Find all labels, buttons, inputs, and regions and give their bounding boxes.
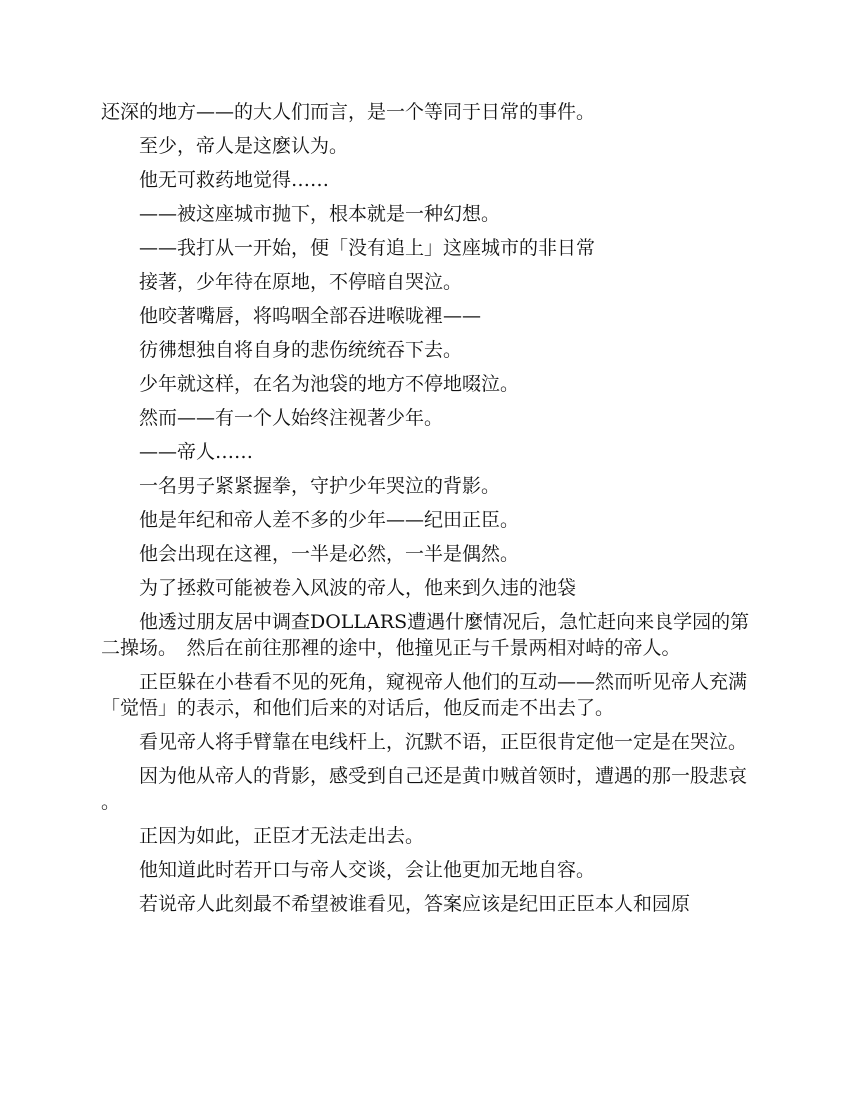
paragraph: 彷彿想独自将自身的悲伤统统吞下去。 bbox=[139, 339, 463, 361]
paragraph: 接著，少年待在原地，不停暗自哭泣。 bbox=[139, 271, 463, 293]
paragraph: 少年就这样，在名为池袋的地方不停地啜泣。 bbox=[139, 373, 520, 395]
paragraph: ——帝人…… bbox=[139, 441, 254, 463]
paragraph: 至少，帝人是这麽认为。 bbox=[139, 135, 349, 157]
paragraph: 一名男子紧紧握拳，守护少年哭泣的背影。 bbox=[139, 475, 501, 497]
paragraph: ——被这座城市抛下，根本就是一种幻想。 bbox=[139, 203, 501, 225]
paragraph: 正臣躲在小巷看不见的死角，窥视帝人他们的互动——然而听见帝人充满「觉悟」的表示，和他们后来的对话后，他反而走不出去了。 bbox=[101, 671, 748, 719]
paragraph: 他是年纪和帝人差不多的少年——纪田正臣。 bbox=[139, 509, 520, 531]
paragraph: 他知道此时若开口与帝人交谈，会让他更加无地自容。 bbox=[139, 859, 596, 881]
body-text bbox=[101, 99, 753, 925]
paragraph: 他会出现在这裡，一半是必然，一半是偶然。 bbox=[139, 543, 520, 565]
paragraph: 因为他从帝人的背影，感受到自己还是黄巾贼首领时，遭遇的那一股悲哀。 bbox=[101, 765, 748, 813]
paragraph: 他透过朋友居中调查DOLLARS遭遇什麼情况后，急忙赶向来良学园的第二操场。 然后在前往那裡的途中，他撞见正与千景两相对峙的帝人。 bbox=[101, 611, 750, 659]
paragraph: 他咬著嘴唇，将呜咽全部吞进喉咙裡—— bbox=[139, 305, 482, 327]
paragraph: 然而——有一个人始终注视著少年。 bbox=[139, 407, 444, 429]
paragraph: 为了拯救可能被卷入风波的帝人，他来到久违的池袋 bbox=[139, 577, 577, 599]
paragraph: 看见帝人将手臂靠在电线杆上，沉默不语，正臣很肯定他一定是在哭泣。 bbox=[139, 731, 748, 753]
paragraph: 他无可救药地觉得…… bbox=[139, 169, 330, 191]
paragraph: 正因为如此，正臣才无法走出去。 bbox=[139, 825, 425, 847]
paragraph: 若说帝人此刻最不希望被谁看见，答案应该是纪田正臣本人和园原 bbox=[139, 893, 691, 915]
paragraph-continued: 还深的地方——的大人们而言，是一个等同于日常的事件。 bbox=[101, 101, 596, 123]
paragraph: ——我打从一开始，便「没有追上」这座城市的非日常 bbox=[139, 237, 596, 259]
